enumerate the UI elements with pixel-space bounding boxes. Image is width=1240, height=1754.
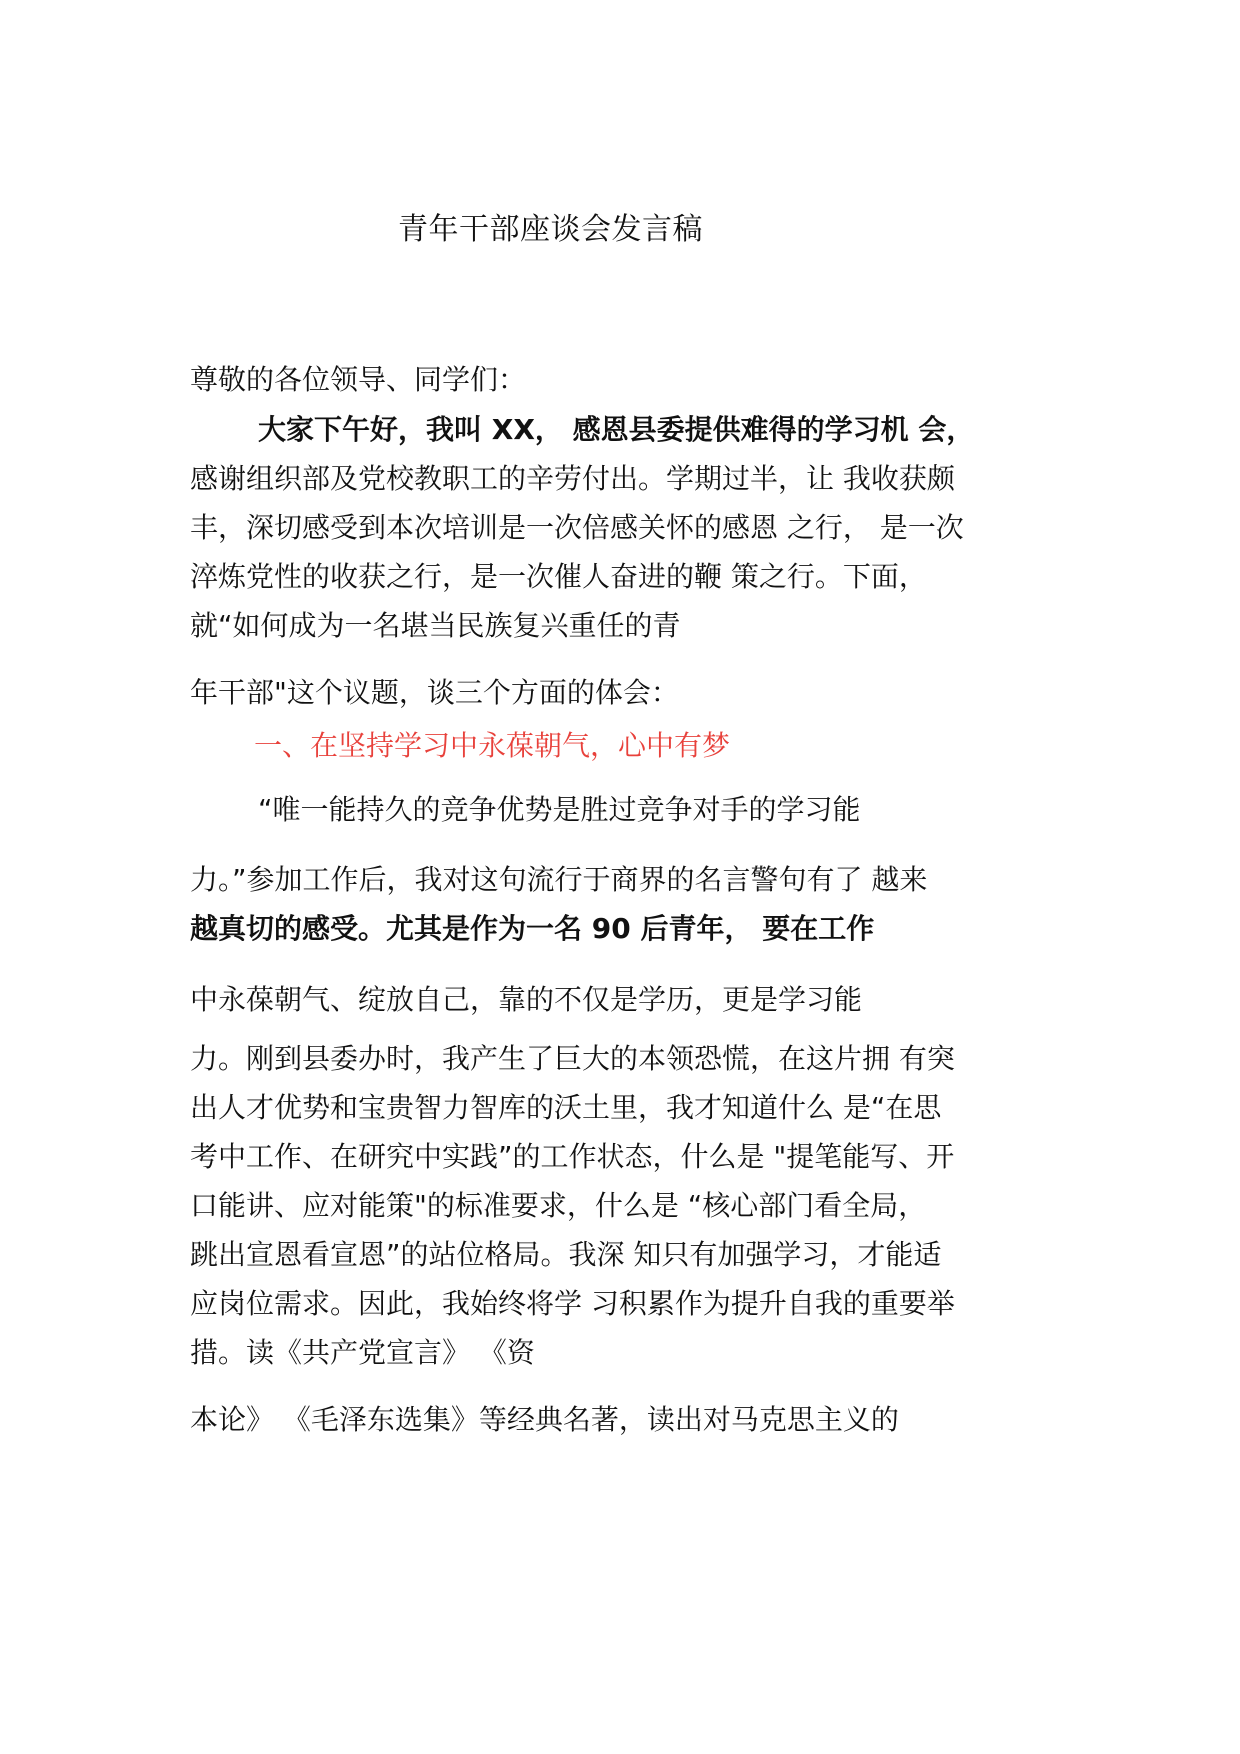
paragraph-line-18: 本论》 《毛泽东选集》等经典名著，读出对马克思主义的: [190, 1403, 899, 1436]
paragraph-line-5: 就“如何成为一名堪当民族复兴重任的青: [190, 609, 681, 642]
section-heading-1: 一、在坚持学习中永葆朝气，心中有梦: [254, 729, 731, 762]
paragraph-line-10: 中永葆朝气、绽放自己，靠的不仅是学历，更是学习能: [190, 983, 863, 1016]
paragraph-line-15: 跳出宣恩看宣恩”的站位格局。我深 知只有加强学习，才能适: [190, 1238, 942, 1271]
paragraph-line-2: 感谢组织部及党校教职工的辛劳付出。学期过半，让 我收获颇: [190, 462, 955, 495]
paragraph-line-16: 应岗位需求。因此，我始终将学 习积累作为提升自我的重要举: [190, 1287, 955, 1320]
paragraph-line-13: 考中工作、在研究中实践”的工作状态，什么是 "提笔能写、开: [190, 1140, 955, 1173]
paragraph-line-6: 年干部"这个议题，谈三个方面的体会：: [190, 676, 679, 709]
paragraph-line-1: 大家下午好，我叫 XX， 感恩县委提供难得的学习机 会，: [258, 413, 975, 446]
paragraph-line-8: 力。”参加工作后，我对这句流行于商界的名言警句有了 越来: [190, 863, 928, 896]
paragraph-line-9: 越真切的感受。尤其是作为一名 90 后青年， 要在工作: [190, 912, 875, 945]
paragraph-line-12: 出人才优势和宝贵智力智库的沃土里，我才知道什么 是“在思: [190, 1091, 942, 1124]
paragraph-line-4: 淬炼党性的收获之行，是一次催人奋进的鞭 策之行。下面，: [190, 560, 927, 593]
paragraph-line-11: 力。刚到县委办时，我产生了巨大的本领恐慌，在这片拥 有突: [190, 1042, 955, 1075]
document-title: 青年干部座谈会发言稿: [398, 212, 703, 247]
paragraph-line-7: “唯一能持久的竞争优势是胜过竞争对手的学习能: [258, 793, 861, 826]
paragraph-line-3: 丰，深切感受到本次培训是一次倍感关怀的感恩 之行， 是一次: [190, 511, 964, 544]
paragraph-line-17: 措。读《共产党宣言》 《资: [190, 1336, 535, 1369]
paragraph-line-14: 口能讲、应对能策"的标准要求，什么是 “核心部门看全局，: [190, 1189, 927, 1222]
salutation: 尊敬的各位领导、同学们：: [190, 363, 527, 396]
